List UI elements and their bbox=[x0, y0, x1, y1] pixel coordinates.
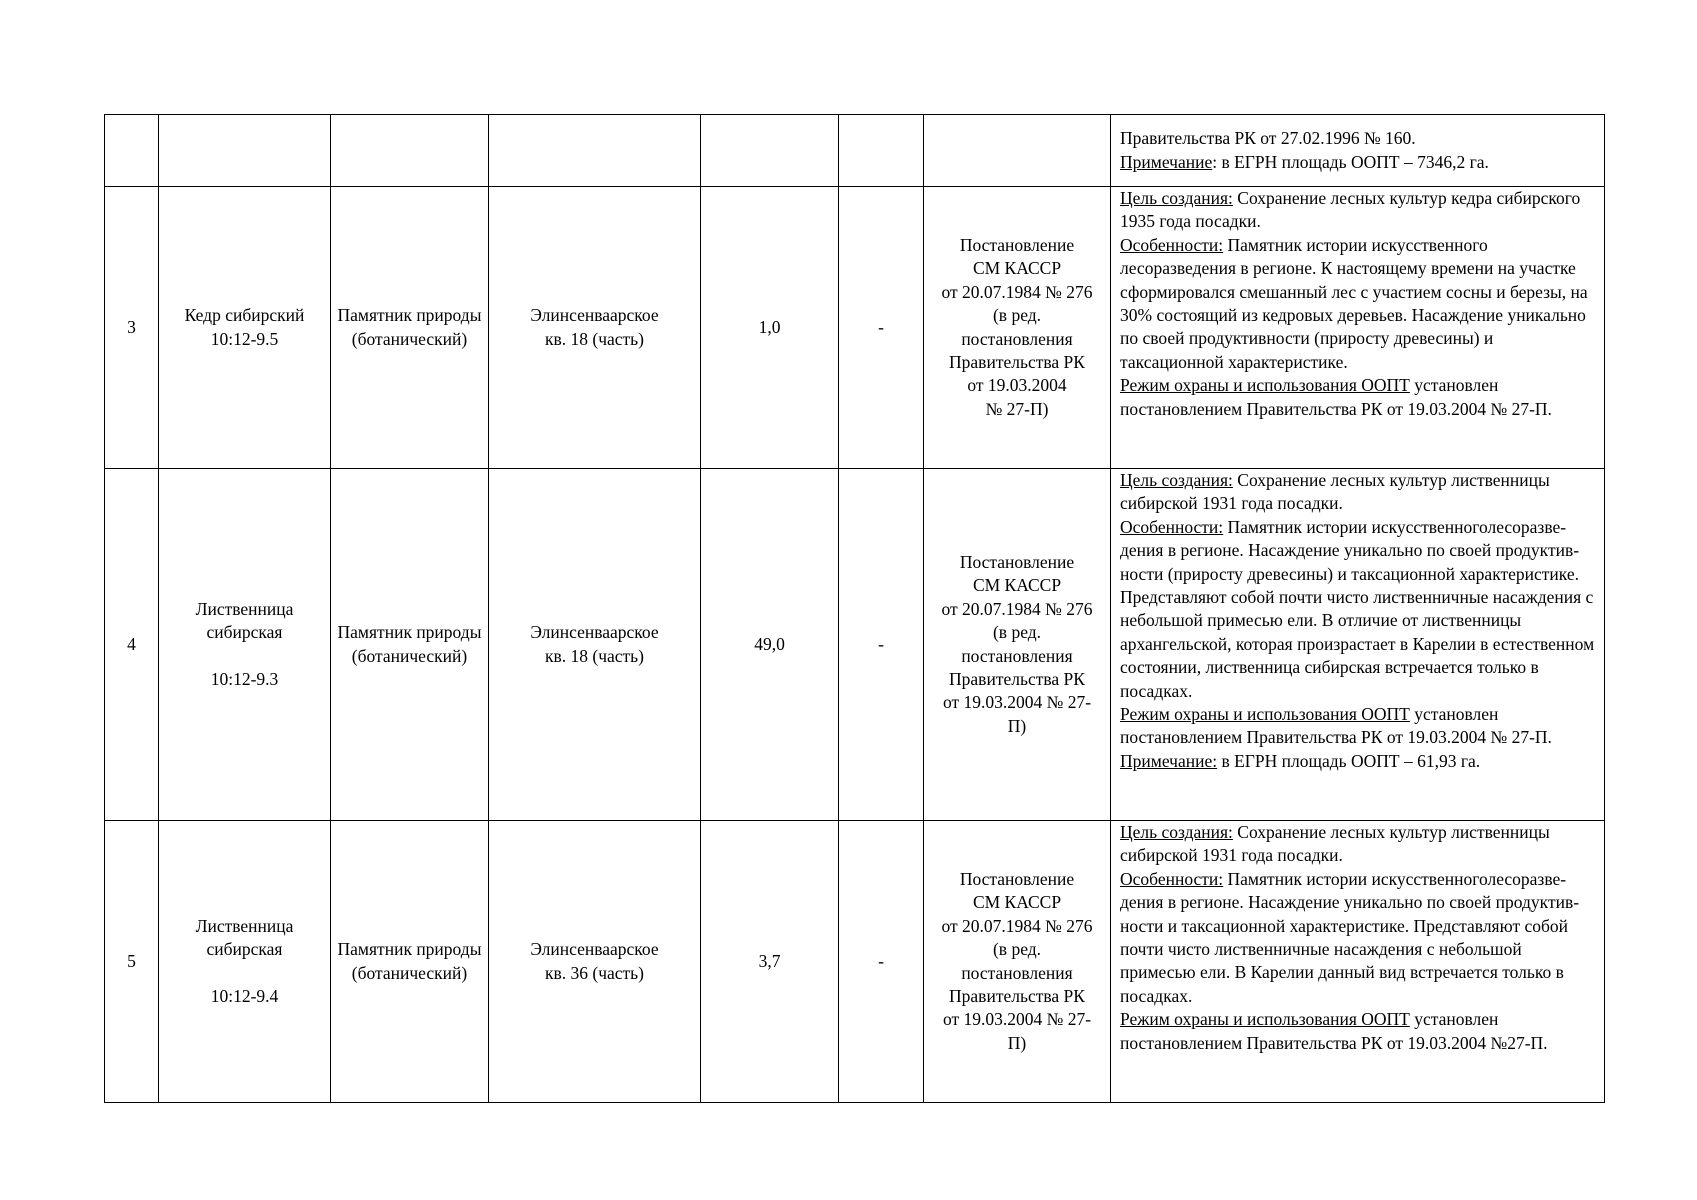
buffer-zone: - bbox=[839, 469, 924, 821]
table-row bbox=[105, 187, 1605, 469]
doc-line: от 20.07.1984 № 276 bbox=[941, 281, 1093, 302]
features-label: Особенности: bbox=[1120, 234, 1224, 255]
doc-line: Правительства РК bbox=[949, 351, 1085, 372]
quarter-number: кв. 36 (часть) bbox=[544, 962, 644, 983]
cell-location bbox=[489, 115, 701, 187]
object-category: Памятник природы (ботанический) bbox=[331, 469, 489, 821]
doc-line: (в ред. bbox=[992, 939, 1042, 960]
features-text: Памятник истории искусственноголесоразве-дения в регионе. Насаждение уникально по своей продуктив-ности и таксационной характеристике. Представляют собой почти чисто лиственничные насаждения с небольшой примесью ели. В Карелии данный вид встречается только в посадках. bbox=[1120, 868, 1580, 1006]
doc-line: № 27-П) bbox=[985, 398, 1049, 419]
object-location-cell bbox=[489, 187, 701, 469]
doc-line: П) bbox=[1007, 715, 1027, 736]
object-code: 10:12-9.4 bbox=[210, 985, 279, 1006]
doc-line: Правительства РК bbox=[949, 985, 1085, 1006]
object-area: 3,7 bbox=[701, 821, 839, 1103]
object-category: Памятник природы (ботанический) bbox=[331, 821, 489, 1103]
doc-line: СМ КАССР bbox=[972, 575, 1062, 596]
cell-num bbox=[105, 115, 159, 187]
object-name-cell bbox=[159, 469, 331, 821]
buffer-zone: - bbox=[839, 821, 924, 1103]
object-area: 1,0 bbox=[701, 187, 839, 469]
doc-line: Постановление bbox=[959, 868, 1075, 889]
doc-line: постановления bbox=[961, 645, 1073, 666]
object-location-cell bbox=[489, 469, 701, 821]
doc-line: П) bbox=[1007, 1032, 1027, 1053]
cell-area bbox=[701, 115, 839, 187]
buffer-zone: - bbox=[839, 187, 924, 469]
doc-line: постановления bbox=[961, 962, 1073, 983]
features-label: Особенности: bbox=[1120, 516, 1224, 537]
founding-document bbox=[924, 187, 1111, 469]
doc-line: от 19.03.2004 bbox=[967, 375, 1067, 396]
doc-line: Постановление bbox=[959, 551, 1075, 572]
object-category: Памятник природы (ботанический) bbox=[331, 187, 489, 469]
goal-text: Сохранение лесных культур лиственницы сибирской 1931 года посадки. bbox=[1120, 470, 1550, 514]
goal-text: Сохранение лесных культур кедра сибирского 1935 года посадки. bbox=[1120, 188, 1581, 232]
forestry-name: Элинсенваарское bbox=[530, 305, 659, 326]
doc-line: СМ КАССР bbox=[972, 258, 1062, 279]
doc-line: от 19.03.2004 № 27- bbox=[942, 1009, 1092, 1030]
doc-line: от 20.07.1984 № 276 bbox=[941, 915, 1093, 936]
goal-label: Цель создания: bbox=[1120, 470, 1233, 490]
goal-text: Сохранение лесных культур лиственницы сибирской 1931 года посадки. bbox=[1120, 822, 1550, 866]
regime-text: установлен постановлением Правительства РК от 19.03.2004 №27-П. bbox=[1120, 1009, 1548, 1053]
table-row-continuation bbox=[105, 115, 1605, 187]
object-name: Кедр сибирский bbox=[184, 305, 305, 326]
doc-line: от 19.03.2004 № 27- bbox=[942, 692, 1092, 713]
object-location-cell bbox=[489, 821, 701, 1103]
goal-label: Цель создания: bbox=[1120, 188, 1233, 208]
object-name-cell bbox=[159, 187, 331, 469]
forestry-name: Элинсенваарское bbox=[530, 939, 659, 960]
cell-buffer bbox=[839, 115, 924, 187]
regime-text: установлен постановлением Правительства РК от 19.03.2004 № 27-П. bbox=[1120, 704, 1552, 748]
note-text: : в ЕГРН площадь ООПТ – 7346,2 га. bbox=[1212, 151, 1489, 172]
object-area: 49,0 bbox=[701, 469, 839, 821]
features-text: Памятник истории искусственного лесоразведения в регионе. К настоящему времени на участке сформировался смешанный лес с участием сосны и березы, на 30% состоящий из кедровых деревьев. Насаждение уникально по своей продуктивности (приросту древесины) и таксационной характеристике. bbox=[1120, 234, 1588, 372]
cell-document bbox=[924, 115, 1111, 187]
features-label: Особенности: bbox=[1120, 868, 1224, 889]
doc-line: от 20.07.1984 № 276 bbox=[941, 598, 1093, 619]
object-code: 10:12-9.5 bbox=[210, 328, 279, 349]
doc-line: (в ред. bbox=[992, 305, 1042, 326]
row-number: 4 bbox=[105, 469, 159, 821]
founding-document bbox=[924, 469, 1111, 821]
row-number: 5 bbox=[105, 821, 159, 1103]
doc-line: Правительства РК bbox=[949, 668, 1085, 689]
quarter-number: кв. 18 (часть) bbox=[544, 645, 644, 666]
object-name: Лиственница сибирская bbox=[195, 915, 294, 960]
goal-label: Цель создания: bbox=[1120, 822, 1233, 842]
quarter-number: кв. 18 (часть) bbox=[544, 328, 644, 349]
object-description bbox=[1111, 821, 1605, 1103]
doc-line: Постановление bbox=[959, 234, 1075, 255]
doc-line: (в ред. bbox=[992, 622, 1042, 643]
doc-line: постановления bbox=[961, 328, 1073, 349]
regime-label: Режим охраны и использования ООПТ bbox=[1120, 1009, 1410, 1030]
doc-line: СМ КАССР bbox=[972, 892, 1062, 913]
table-row bbox=[105, 469, 1605, 821]
object-description bbox=[1111, 187, 1605, 469]
row-number: 3 bbox=[105, 187, 159, 469]
continuation-text: Правительства РК от 27.02.1996 № 160. bbox=[1120, 128, 1416, 149]
table-row bbox=[105, 821, 1605, 1103]
protected-areas-table bbox=[104, 114, 1605, 1103]
forestry-name: Элинсенваарское bbox=[530, 622, 659, 643]
regime-label: Режим охраны и использования ООПТ bbox=[1120, 375, 1410, 396]
founding-document bbox=[924, 821, 1111, 1103]
object-name: Лиственница сибирская bbox=[195, 598, 294, 643]
object-name-cell bbox=[159, 821, 331, 1103]
features-text: Памятник истории искусственноголесоразве-дения в регионе. Насаждение уникально по своей продуктив-ности (приросту древесины) и таксационной характеристике. Представляют собой почти чисто лиственничные насаждения с небольшой примесью ели. В отличие от лиственницы архангельской, которая произрастает в Карелии в естественном состоянии, лиственница сибирская встречается только в посадках. bbox=[1120, 516, 1595, 701]
cell-name bbox=[159, 115, 331, 187]
cell-category bbox=[331, 115, 489, 187]
object-description bbox=[1111, 469, 1605, 821]
note-label: Примечание bbox=[1120, 151, 1213, 172]
note-label: Примечание: bbox=[1120, 750, 1218, 771]
cell-description bbox=[1111, 115, 1605, 187]
regime-text: установлен постановлением Правительства РК от 19.03.2004 № 27-П. bbox=[1120, 375, 1552, 419]
regime-label: Режим охраны и использования ООПТ bbox=[1120, 704, 1410, 725]
note-text: в ЕГРН площадь ООПТ – 61,93 га. bbox=[1217, 750, 1481, 771]
object-code: 10:12-9.3 bbox=[210, 668, 279, 689]
